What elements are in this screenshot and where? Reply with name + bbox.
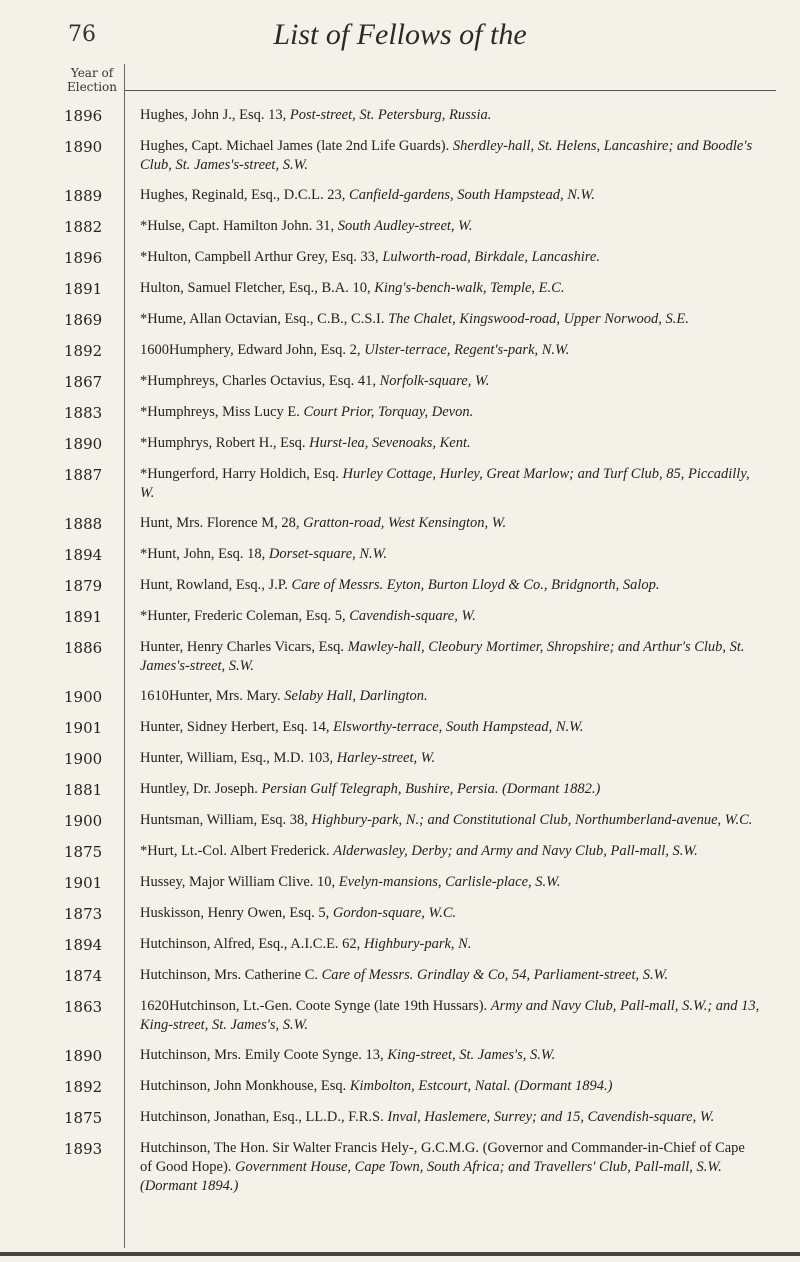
list-item bbox=[0, 687, 800, 707]
election-year: 1901 bbox=[64, 719, 103, 737]
election-year: 1891 bbox=[64, 280, 103, 298]
fellow-name: Huskisson, Henry Owen, Esq. 5, bbox=[140, 905, 330, 921]
fellow-address: Hurley Cottage, Hurley, Great Marlow; and Turf Club, 85, Piccadilly, W. bbox=[140, 466, 750, 501]
fellow-address: Care of Messrs. Eyton, Burton Lloyd & Co., Bridgnorth, Salop. bbox=[291, 577, 660, 593]
fellow-name: *Hulse, Capt. Hamilton John. 31, bbox=[140, 218, 335, 234]
fellow-entry bbox=[140, 935, 760, 955]
list-item bbox=[0, 638, 800, 676]
list-item bbox=[0, 514, 800, 534]
fellow-address: Canfield-gardens, South Hampstead, N.W. bbox=[349, 187, 595, 203]
election-year: 1892 bbox=[64, 1078, 103, 1096]
list-item bbox=[0, 997, 800, 1035]
fellow-address: Norfolk-square, W. bbox=[379, 373, 490, 389]
list-item bbox=[0, 341, 800, 361]
list-item bbox=[0, 248, 800, 268]
fellow-address: King's-bench-walk, Temple, E.C. bbox=[374, 280, 565, 296]
fellow-address: Highbury-park, N.; and Constitutional Club, Northumberland-avenue, W.C. bbox=[311, 812, 753, 828]
election-year: 1900 bbox=[64, 688, 103, 706]
fellow-name: *Hunt, John, Esq. 18, bbox=[140, 546, 266, 562]
fellow-name: 1620Hutchinson, Lt.-Gen. Coote Synge (late 19th Hussars). bbox=[140, 998, 488, 1014]
list-item bbox=[0, 186, 800, 206]
fellow-address: Government House, Cape Town, South Africa; and Travellers' Club, Pall-mall, S.W. (Dormant 1894.) bbox=[140, 1159, 722, 1194]
list-item bbox=[0, 966, 800, 986]
fellow-entry bbox=[140, 106, 760, 126]
fellow-address: Harley-street, W. bbox=[336, 750, 436, 766]
list-item bbox=[0, 137, 800, 175]
election-year: 1883 bbox=[64, 404, 103, 422]
fellow-name: Hutchinson, The Hon. Sir Walter Francis Hely-, G.C.M.G. (Governor and Commander-in-Chief of Cape of Good Hope). bbox=[140, 1140, 745, 1175]
fellow-address: Elsworthy-terrace, South Hampstead, N.W. bbox=[333, 719, 584, 735]
fellow-address: Highbury-park, N. bbox=[363, 936, 472, 952]
election-year: 1875 bbox=[64, 1109, 103, 1127]
fellow-name: Hutchinson, Alfred, Esq., A.I.C.E. 62, bbox=[140, 936, 361, 952]
fellow-name: Hutchinson, John Monkhouse, Esq. bbox=[140, 1078, 347, 1094]
election-year: 1888 bbox=[64, 515, 103, 533]
fellow-entry bbox=[140, 248, 760, 268]
election-year: 1890 bbox=[64, 1047, 103, 1065]
fellow-address: Persian Gulf Telegraph, Bushire, Persia. (Dormant 1882.) bbox=[261, 781, 601, 797]
fellow-address: Alderwasley, Derby; and Army and Navy Club, Pall-mall, S.W. bbox=[333, 843, 698, 859]
fellow-address: Gordon-square, W.C. bbox=[332, 905, 457, 921]
fellow-name: Hunter, Sidney Herbert, Esq. 14, bbox=[140, 719, 330, 735]
fellow-entry bbox=[140, 997, 760, 1035]
running-head: List of Fellows of the bbox=[273, 18, 527, 51]
fellow-entry bbox=[140, 749, 760, 769]
election-year: 1863 bbox=[64, 998, 103, 1016]
fellow-entry bbox=[140, 341, 760, 361]
election-year: 1887 bbox=[64, 466, 103, 484]
election-year: 1874 bbox=[64, 967, 103, 985]
election-year: 1890 bbox=[64, 138, 103, 156]
fellow-name: Hussey, Major William Clive. 10, bbox=[140, 874, 336, 890]
election-year: 1886 bbox=[64, 639, 103, 657]
election-year: 1900 bbox=[64, 750, 103, 768]
fellow-address: Mawley-hall, Cleobury Mortimer, Shropshire; and Arthur's Club, St. James's-street, S.W. bbox=[140, 639, 745, 674]
fellow-entry bbox=[140, 904, 760, 924]
page-number: 76 bbox=[68, 22, 96, 47]
election-year: 1889 bbox=[64, 187, 103, 205]
fellow-name: Hughes, Reginald, Esq., D.C.L. 23, bbox=[140, 187, 346, 203]
list-item bbox=[0, 842, 800, 862]
fellow-entry bbox=[140, 1077, 760, 1097]
fellow-entry bbox=[140, 1139, 760, 1196]
election-year: 1896 bbox=[64, 249, 103, 267]
fellow-address: Cavendish-square, W. bbox=[349, 608, 476, 624]
fellow-entry bbox=[140, 217, 760, 237]
list-item bbox=[0, 904, 800, 924]
fellow-entry bbox=[140, 434, 760, 454]
fellow-name: *Hungerford, Harry Holdich, Esq. bbox=[140, 466, 339, 482]
fellow-entry bbox=[140, 545, 760, 565]
fellow-address: Army and Navy Club, Pall-mall, S.W.; and 13, King-street, St. James's, S.W. bbox=[140, 998, 760, 1033]
fellow-entry bbox=[140, 873, 760, 893]
fellow-address: South Audley-street, W. bbox=[337, 218, 473, 234]
fellow-entry bbox=[140, 137, 760, 175]
election-year: 1894 bbox=[64, 936, 103, 954]
election-year: 1901 bbox=[64, 874, 103, 892]
fellow-name: Hughes, John J., Esq. 13, bbox=[140, 107, 287, 123]
election-year: 1893 bbox=[64, 1140, 103, 1158]
election-year: 1867 bbox=[64, 373, 103, 391]
election-year: 1882 bbox=[64, 218, 103, 236]
list-item bbox=[0, 1046, 800, 1066]
bottom-rule bbox=[0, 1252, 800, 1256]
fellow-name: Hunter, Henry Charles Vicars, Esq. bbox=[140, 639, 345, 655]
list-item bbox=[0, 811, 800, 831]
list-item bbox=[0, 576, 800, 596]
fellow-address: Care of Messrs. Grindlay & Co, 54, Parliament-street, S.W. bbox=[321, 967, 669, 983]
fellow-entry bbox=[140, 842, 760, 862]
fellows-list bbox=[0, 106, 800, 1207]
fellow-entry bbox=[140, 576, 760, 596]
fellow-name: *Humphrys, Robert H., Esq. bbox=[140, 435, 306, 451]
fellow-name: Hutchinson, Mrs. Catherine C. bbox=[140, 967, 319, 983]
list-item bbox=[0, 718, 800, 738]
list-item bbox=[0, 106, 800, 126]
list-item bbox=[0, 372, 800, 392]
list-item bbox=[0, 545, 800, 565]
fellow-name: *Hunter, Frederic Coleman, Esq. 5, bbox=[140, 608, 346, 624]
fellow-entry bbox=[140, 966, 760, 986]
fellow-entry bbox=[140, 638, 760, 676]
fellow-entry bbox=[140, 607, 760, 627]
fellow-address: Evelyn-mansions, Carlisle-place, S.W. bbox=[338, 874, 561, 890]
election-year: 1881 bbox=[64, 781, 103, 799]
fellow-address: Hurst-lea, Sevenoaks, Kent. bbox=[309, 435, 471, 451]
list-item bbox=[0, 1108, 800, 1128]
election-year: 1873 bbox=[64, 905, 103, 923]
election-year: 1894 bbox=[64, 546, 103, 564]
fellow-entry bbox=[140, 1046, 760, 1066]
fellow-address: Post-street, St. Petersburg, Russia. bbox=[289, 107, 492, 123]
list-item bbox=[0, 310, 800, 330]
fellow-entry bbox=[140, 186, 760, 206]
fellow-entry bbox=[140, 1108, 760, 1128]
fellow-address: Court Prior, Torquay, Devon. bbox=[303, 404, 474, 420]
fellow-name: *Humphreys, Miss Lucy E. bbox=[140, 404, 300, 420]
fellow-address: Lulworth-road, Birkdale, Lancashire. bbox=[382, 249, 600, 265]
fellow-name: Hutchinson, Mrs. Emily Coote Synge. 13, bbox=[140, 1047, 384, 1063]
list-item bbox=[0, 434, 800, 454]
election-year: 1892 bbox=[64, 342, 103, 360]
list-item bbox=[0, 279, 800, 299]
fellow-name: *Hume, Allan Octavian, Esq., C.B., C.S.I. bbox=[140, 311, 385, 327]
fellow-address: King-street, St. James's, S.W. bbox=[387, 1047, 556, 1063]
fellow-name: Hunt, Rowland, Esq., J.P. bbox=[140, 577, 288, 593]
election-year: 1890 bbox=[64, 435, 103, 453]
election-year: 1875 bbox=[64, 843, 103, 861]
election-year: 1891 bbox=[64, 608, 103, 626]
election-year: 1896 bbox=[64, 107, 103, 125]
fellow-name: *Hulton, Campbell Arthur Grey, Esq. 33, bbox=[140, 249, 379, 265]
fellow-name: Huntsman, William, Esq. 38, bbox=[140, 812, 308, 828]
fellow-name: *Humphreys, Charles Octavius, Esq. 41, bbox=[140, 373, 376, 389]
fellow-address: Kimbolton, Estcourt, Natal. (Dormant 1894.) bbox=[349, 1078, 613, 1094]
fellow-name: Huntley, Dr. Joseph. bbox=[140, 781, 258, 797]
fellow-address: Dorset-square, N.W. bbox=[268, 546, 388, 562]
fellow-entry bbox=[140, 780, 760, 800]
fellow-name: Hutchinson, Jonathan, Esq., LL.D., F.R.S. bbox=[140, 1109, 384, 1125]
election-year: 1879 bbox=[64, 577, 103, 595]
fellow-entry bbox=[140, 372, 760, 392]
fellow-entry bbox=[140, 310, 760, 330]
fellow-address: Ulster-terrace, Regent's-park, N.W. bbox=[364, 342, 570, 358]
fellow-name: Hulton, Samuel Fletcher, Esq., B.A. 10, bbox=[140, 280, 371, 296]
fellow-address: Inval, Haslemere, Surrey; and 15, Cavendish-square, W. bbox=[387, 1109, 715, 1125]
list-item bbox=[0, 873, 800, 893]
fellow-entry bbox=[140, 811, 760, 831]
fellow-entry bbox=[140, 718, 760, 738]
fellow-name: Hughes, Capt. Michael James (late 2nd Life Guards). bbox=[140, 138, 450, 154]
list-item bbox=[0, 1139, 800, 1196]
fellow-name: *Hurt, Lt.-Col. Albert Frederick. bbox=[140, 843, 330, 859]
fellow-entry bbox=[140, 687, 760, 707]
list-item bbox=[0, 465, 800, 503]
fellow-name: Hunt, Mrs. Florence M, 28, bbox=[140, 515, 300, 531]
fellow-name: 1600Humphery, Edward John, Esq. 2, bbox=[140, 342, 361, 358]
election-year: 1869 bbox=[64, 311, 103, 329]
fellow-address: Gratton-road, West Kensington, W. bbox=[303, 515, 507, 531]
fellow-name: Hunter, William, Esq., M.D. 103, bbox=[140, 750, 334, 766]
list-item bbox=[0, 749, 800, 769]
list-item bbox=[0, 780, 800, 800]
fellow-entry bbox=[140, 403, 760, 423]
list-item bbox=[0, 935, 800, 955]
fellow-entry bbox=[140, 465, 760, 503]
fellow-address: Selaby Hall, Darlington. bbox=[284, 688, 428, 704]
fellow-address: Sherdley-hall, St. Helens, Lancashire; and Boodle's Club, St. James's-street, S.W. bbox=[140, 138, 753, 173]
fellow-entry bbox=[140, 279, 760, 299]
list-item bbox=[0, 217, 800, 237]
election-year: 1900 bbox=[64, 812, 103, 830]
fellow-name: 1610Hunter, Mrs. Mary. bbox=[140, 688, 281, 704]
header-rule bbox=[124, 90, 776, 91]
year-column-header: Year of Election bbox=[66, 66, 118, 94]
list-item bbox=[0, 607, 800, 627]
fellow-entry bbox=[140, 514, 760, 534]
list-item bbox=[0, 403, 800, 423]
fellow-address: The Chalet, Kingswood-road, Upper Norwood, S.E. bbox=[388, 311, 689, 327]
list-item bbox=[0, 1077, 800, 1097]
